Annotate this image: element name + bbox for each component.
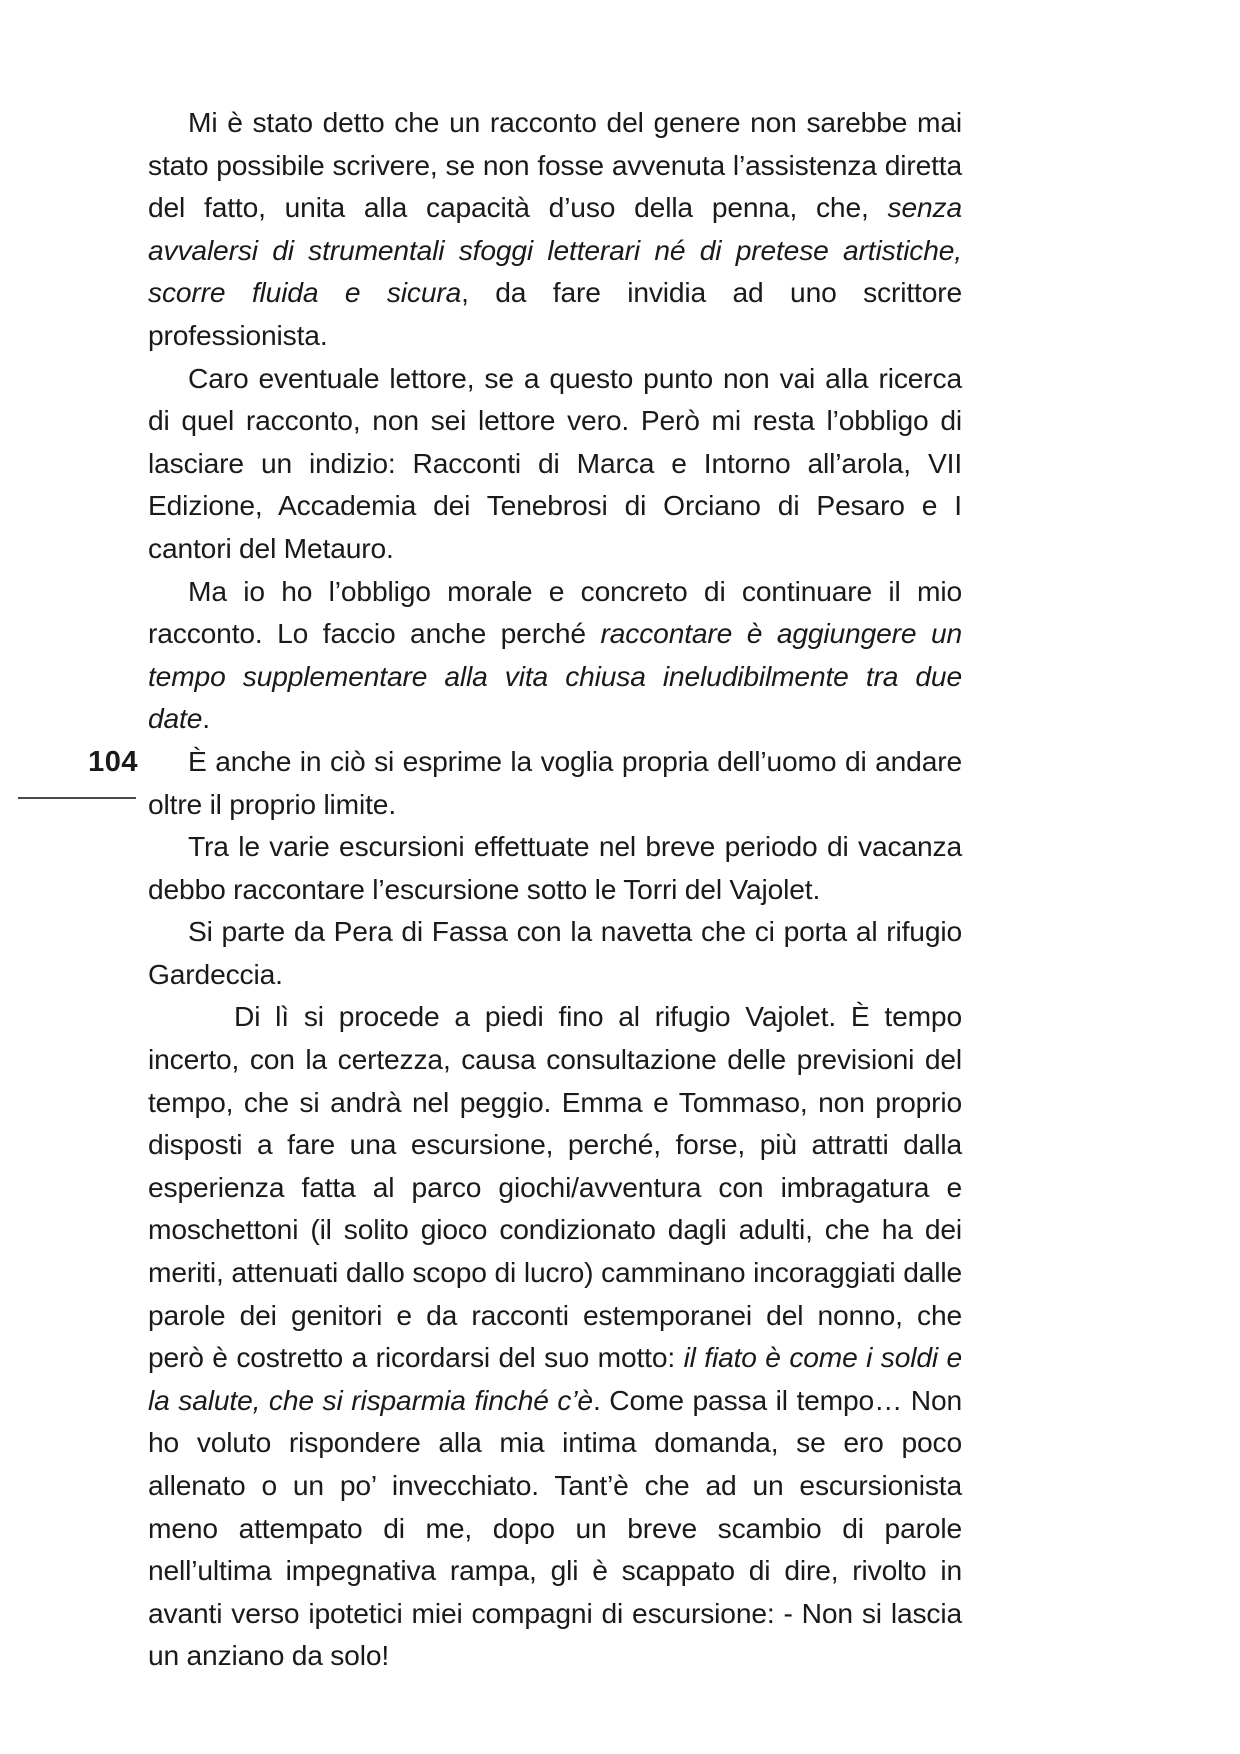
paragraph bbox=[148, 101, 962, 357]
text-run: È anche in ciò si esprime la voglia propria dell’uomo di andare oltre il proprio limite. bbox=[148, 744, 962, 820]
folio-rule bbox=[18, 797, 136, 799]
text-run: . Come passa il tempo… Non ho voluto rispondere alla mia intima domanda, se ero poco allenato o un po’ invecchiato. Tant’è che ad un escursionista meno attempato di me, dopo un breve scambio di parole nell’ultima impegnativa rampa, gli è scappato di dire, rivolto in avanti verso ipotetici miei compagni di escursione: - Non si lascia un anziano da solo! bbox=[148, 1383, 963, 1672]
body-text-column bbox=[148, 101, 962, 1677]
text-run: Tra le varie escursioni effettuate nel breve periodo di vacanza debbo raccontare l’escursione sotto le Torri del Vajolet. bbox=[148, 830, 962, 905]
text-run: . bbox=[202, 702, 210, 735]
paragraph bbox=[148, 570, 962, 740]
italic-run: il fiato è come i soldi e la salute, che si risparmia finché c’è bbox=[148, 1341, 962, 1416]
text-run: Si parte da Pera di Fassa con la navetta che ci porta al rifugio Gardeccia. bbox=[148, 915, 962, 990]
page-number: 104 bbox=[88, 746, 138, 778]
page-folio bbox=[22, 748, 142, 799]
text-run: , da fare invidia ad uno scrittore professionista. bbox=[148, 276, 962, 351]
paragraph bbox=[148, 995, 962, 1677]
paragraph bbox=[148, 357, 962, 570]
text-run: Mi è stato detto che un racconto del genere non sarebbe mai stato possibile scrivere, se non fosse avvenuta l’assistenza diretta del fatto, unita alla capacità d’uso della penna, che, bbox=[148, 106, 962, 224]
italic-run: senza avvalersi di strumentali sfoggi letterari né di pretese artistiche, scorre fluida e sicura bbox=[148, 191, 962, 309]
text-run: Ma io ho l’obbligo morale e concreto di continuare il mio racconto. Lo faccio anche perché bbox=[148, 574, 962, 650]
italic-run: raccontare è aggiungere un tempo supplementare alla vita chiusa ineludibilmente tra due date bbox=[148, 617, 963, 735]
text-run: Caro eventuale lettore, se a questo punto non vai alla ricerca di quel racconto, non sei lettore vero. Però mi resta l’obbligo di lasciare un indizio: Racconti di Marca e Intorno all’arola, VII Edizione, Accademia dei Tenebrosi di Orciano di Pesaro e I cantori del Metauro. bbox=[148, 361, 962, 564]
paragraph bbox=[148, 740, 962, 825]
paragraph bbox=[148, 910, 962, 995]
text-run: Di lì si procede a piedi fino al rifugio Vajolet. È tempo incerto, con la certezza, causa consultazione delle previsioni del tempo, che si andrà nel peggio. Emma e Tommaso, non proprio disposti a fare una escursione, perché, forse, più attratti dalla esperienza fatta al parco giochi/avventura con imbragatura e moschettoni (il solito gioco condizionato dagli adulti, che ha dei meriti, attenuati dallo scopo di lucro) camminano incoraggiati dalle parole dei genitori e da racconti estemporanei del nonno, che però è costretto a ricordarsi del suo motto: bbox=[148, 1000, 962, 1374]
paragraph bbox=[148, 825, 962, 910]
